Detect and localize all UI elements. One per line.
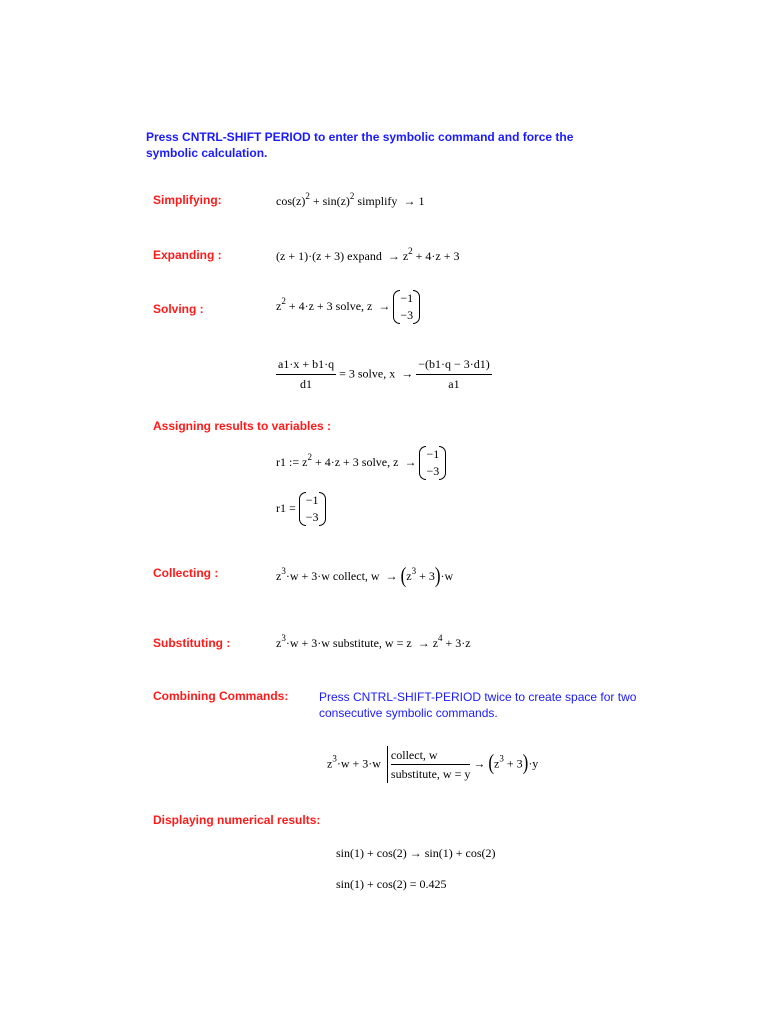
expr-part: (z + 1)·(z + 3) expand [276, 249, 382, 263]
expr-part: ·w + 3·w collect, w [285, 569, 380, 583]
right-paren: ) [434, 563, 441, 588]
result-part: ·y [528, 756, 539, 771]
command-substitute: substitute, w = y [391, 764, 470, 783]
result: 1 [418, 194, 425, 208]
result-part: z [432, 636, 439, 650]
arrow-icon: → [385, 569, 398, 583]
exponent: 2 [281, 295, 286, 306]
result-vector [299, 492, 326, 526]
expr-part: ·w + 3·w substitute, w = z [285, 636, 412, 650]
combining-note-line-1: Press CNTRL-SHIFT-PERIOD twice to create space for two [319, 690, 637, 704]
vector-entry: −3 [426, 464, 440, 478]
result-part: z [406, 569, 412, 583]
result-part: + 4·z + 3 [412, 249, 460, 263]
variable-name: r1 := [276, 454, 300, 469]
exponent: 2 [408, 246, 413, 256]
substituting-expression[interactable] [276, 633, 471, 651]
solving-label: Solving : [153, 302, 204, 316]
expr-part: simplify [354, 194, 398, 208]
simplifying-expression[interactable] [276, 191, 425, 209]
result-part: z [402, 249, 409, 263]
arrow-icon: → [378, 298, 391, 313]
exponent: 3 [411, 566, 417, 576]
combining-note [319, 689, 636, 721]
exponent: 4 [438, 633, 443, 643]
combining-note-line-2: consecutive symbolic commands. [319, 706, 498, 720]
exponent: 2 [349, 191, 355, 201]
combining-expression[interactable] [327, 746, 538, 783]
fraction-denominator: d1 [300, 377, 313, 391]
result-part: ·w [440, 569, 454, 583]
result-part: + 3·z [442, 636, 471, 650]
exponent: 3 [332, 753, 337, 764]
solving-expression[interactable] [276, 290, 420, 324]
result-part: + 3 [416, 569, 435, 583]
expr-part: z [276, 569, 282, 583]
variable-name: r1 = [276, 500, 296, 515]
exponent: 2 [307, 451, 312, 462]
expr-part: cos(z) [276, 194, 306, 208]
solving-fraction-expression[interactable] [276, 357, 492, 392]
expanding-expression[interactable] [276, 246, 460, 264]
expr-part: z [327, 756, 333, 771]
expr-part: z [276, 298, 282, 313]
expr-part: + sin(z) [309, 194, 350, 208]
arrow-icon: → [387, 249, 400, 263]
expr-part: + 4·z + 3 solve, z [311, 454, 399, 469]
result-fraction [416, 357, 492, 392]
arrow-icon: → [401, 366, 414, 381]
result-part: + 3 [503, 756, 523, 771]
result-part: z [494, 756, 500, 771]
arrow-icon: → [403, 194, 416, 208]
command-collect: collect, w [390, 748, 438, 762]
displaying-numeric-line[interactable]: sin(1) + cos(2) = 0.425 [336, 877, 447, 891]
expr-part: z [276, 636, 282, 650]
intro-line-2: symbolic calculation. [146, 146, 268, 160]
vector-entry: −1 [400, 291, 414, 305]
substituting-label: Substituting : [153, 636, 231, 650]
collecting-expression[interactable] [276, 563, 454, 588]
result-vector [393, 290, 420, 324]
simplifying-label: Simplifying: [153, 193, 222, 207]
intro-line-1: Press CNTRL-SHIFT PERIOD to enter the symbolic command and force the [146, 130, 574, 144]
fraction-denominator: a1 [448, 377, 460, 391]
arrow-icon: → [417, 636, 430, 650]
right-paren: ) [522, 750, 529, 775]
exponent: 3 [281, 633, 286, 643]
vector-entry: −3 [400, 308, 414, 322]
expr-part: ·w + 3·w [336, 756, 381, 771]
vector-entry: −3 [305, 510, 319, 524]
r1-display[interactable] [276, 492, 326, 526]
expr-part: + 4·z + 3 solve, z [285, 298, 373, 313]
exponent: 2 [305, 191, 310, 201]
vector-entry: −1 [426, 447, 440, 461]
expr-part: = 3 solve, x [339, 366, 396, 381]
assigning-expression[interactable] [276, 446, 446, 480]
lhs-fraction [276, 357, 336, 392]
expanding-label: Expanding : [153, 248, 222, 262]
arrow-icon: → [473, 756, 486, 771]
arrow-icon: → [404, 454, 417, 469]
fraction-numerator: a1·x + b1·q [276, 357, 336, 375]
assigning-label: Assigning results to variables : [153, 419, 332, 433]
exponent: 3 [281, 566, 286, 576]
fraction-numerator: −(b1·q − 3·d1) [416, 357, 492, 375]
displaying-symbolic-line[interactable]: sin(1) + cos(2) → sin(1) + cos(2) [336, 846, 496, 860]
intro-text [146, 129, 573, 161]
collecting-label: Collecting : [153, 566, 219, 580]
expr-part: z [302, 454, 308, 469]
exponent: 3 [499, 753, 504, 764]
vector-entry: −1 [305, 493, 319, 507]
combining-label: Combining Commands: [153, 689, 289, 703]
command-stack [387, 746, 470, 783]
displaying-label: Displaying numerical results: [153, 813, 321, 827]
result-vector [419, 446, 446, 480]
left-paren: ( [400, 563, 407, 588]
left-paren: ( [488, 750, 495, 775]
